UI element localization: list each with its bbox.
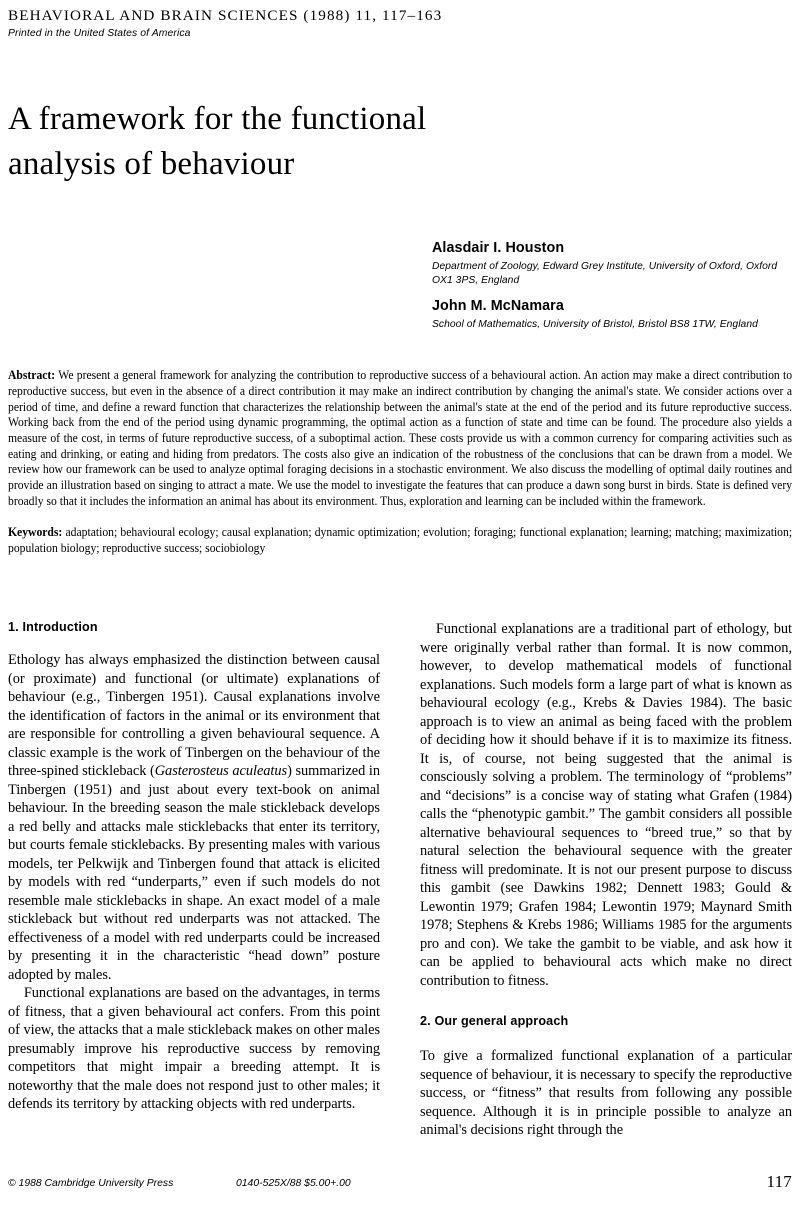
paragraph-text: Ethology has always emphasized the distinction between causal (or proximate) and functional (or ultimate) explanations of behaviour (e.g., Tinbergen 1951). Causal explanations involve the identification of factors in the animal or its environment that are responsible for controlling a given behavioural sequence. A classic example is the work of Tinbergen on the behaviour of the three-spined stickleback ( bbox=[8, 652, 380, 779]
page-title bbox=[8, 97, 792, 188]
species-name-italic: Gasterosteus aculeatus bbox=[154, 763, 288, 779]
journal-running-head bbox=[8, 8, 792, 25]
author-affiliation: School of Mathematics, University of Bristol, Bristol BS8 1TW, England bbox=[432, 318, 758, 330]
journal-citation: BEHAVIORAL AND BRAIN SCIENCES (1988) 11, 117–163 bbox=[8, 7, 443, 24]
right-column bbox=[420, 620, 792, 1160]
keywords-label: Keywords: bbox=[8, 525, 63, 540]
title-line-1: A framework for the functional bbox=[8, 100, 427, 137]
printed-in-line: Printed in the United States of America bbox=[8, 27, 191, 39]
page-number: 117 bbox=[766, 1172, 792, 1191]
author-name: Alasdair I. Houston bbox=[432, 239, 565, 256]
author-entry bbox=[432, 240, 792, 289]
section-heading-introduction: 1. Introduction bbox=[8, 620, 98, 634]
section-heading-our-general-approach: 2. Our general approach bbox=[420, 1014, 569, 1028]
author-name: John M. McNamara bbox=[432, 297, 564, 314]
author-entry bbox=[432, 298, 792, 332]
copyright-notice: © 1988 Cambridge University Press bbox=[8, 1178, 174, 1189]
author-affiliation: Department of Zoology, Edward Grey Institute, University of Oxford, Oxford OX1 3PS, England bbox=[432, 260, 778, 287]
abstract-label: Abstract: bbox=[8, 368, 56, 383]
issn-code: 0140-525X/88 $5.00+.00 bbox=[236, 1178, 351, 1189]
keywords-text: adaptation; behavioural ecology; causal explanation; dynamic optimization; evolution; foraging; functional explanation; learning; matching; maximization; population biology; reproductive success; sociobiology bbox=[8, 525, 793, 556]
title-line-2: analysis of behaviour bbox=[8, 146, 295, 183]
paragraph: Functional explanations are a traditional part of ethology, but were originally verbal rather than formal. It is now common, however, to develop mathematical models of functional explanations. Such models form a large part of what is known as behavioural ecology (e.g., Krebs & Davies 1984). The basic approach is to view an animal as being faced with the problem of deciding how it should behave if it is to maximize its fitness. It is, of course, not being suggested that the animal is consciously solving a problem. The terminology of “problems” and “decisions” is a concise way of stating what Grafen (1984) calls the “phenotypic gambit.” The gambit considers all possible alternative behavioural sequences to “breed true,” so that by natural selection the behavioural sequence with the greater fitness will predominate. It is not our present purpose to discuss this gambit (see Dawkins 1982; Dennett 1983; Gould & Lewontin 1979; Grafen 1984; Lewontin 1979; Maynard Smith 1978; Stephens & Krebs 1986; Williams 1985 for the arguments pro and con). We take the gambit to be viable, and ask how it can be applied to behavioural acts which make no direct contribution to fitness. bbox=[420, 621, 792, 989]
two-column-body bbox=[8, 620, 792, 1160]
paragraph: Functional explanations are based on the advantages, in terms of fitness, that a given behavioural act confers. From this point of view, the attacks that a male stickleback makes on other males presumably improve his reproductive success by removing competitors that might impair a breeding attempt. It is noteworthy that the male does not respond just to other males; it defends its territory by attacking objects with red underparts. bbox=[8, 985, 380, 1112]
paragraph bbox=[8, 651, 380, 984]
paragraph: To give a formalized functional explanation of a particular sequence of behaviour, it is necessary to specify the reproductive success, or “fitness” that results from following any possible sequence. Although it is in principle possible to analyze an animal's decisions right through the bbox=[420, 1048, 792, 1138]
abstract-paragraph bbox=[8, 368, 792, 509]
abstract-text: We present a general framework for analyzing the contribution to reproductive success of a behavioural action. An action may make a direct contribution to reproductive success, but even in the absence of a direct contribution it may make an indirect contribution by changing the animal's state. We consider actions over a period of time, and define a reward function that characterizes the relationship between the animal's state at the end of the period and its future reproductive success. Working back from the end of the period using dynamic programming, the optimal action as a function of state and time can be found. The procedure also yields a measure of the cost, in terms of future reproductive success, of a suboptimal action. These costs provide us with a common currency for comparing activities such as eating and drinking, or eating and hiding from predators. The costs also give an indication of the robustness of the conclusions that can be drawn from a model. We review how our framework can be used to analyze optimal foraging decisions in a stochastic environment. We also discuss the modelling of optimal daily routines and provide an illustration based on singing to attract a mate. We use the model to investigate the features that can produce a dawn song burst in birds. State is defined very broadly so that it includes the information an animal has about its environment. Thus, exploration and learning can be included within the framework. bbox=[8, 368, 793, 508]
paragraph-text-cont: ) summarized in Tinbergen (1951) and just about every text-book on animal behaviour. In the breeding season the male stickleback develops a red belly and attacks male sticklebacks that enter its territory, but courts female sticklebacks. By presenting males with various models, ter Pelkwijk and Tinbergen found that attack is elicited by models with red “underparts,” even if such models do not resemble male sticklebacks in shape. An exact model of a male stickleback but without red underparts was not attacked. The effectiveness of a model with red underparts could be increased by presenting it in the characteristic “head down” posture adopted by males. bbox=[8, 763, 381, 983]
author-list bbox=[432, 240, 792, 333]
page-content bbox=[8, 8, 792, 557]
keywords-paragraph bbox=[8, 524, 792, 556]
left-column bbox=[8, 620, 380, 1160]
